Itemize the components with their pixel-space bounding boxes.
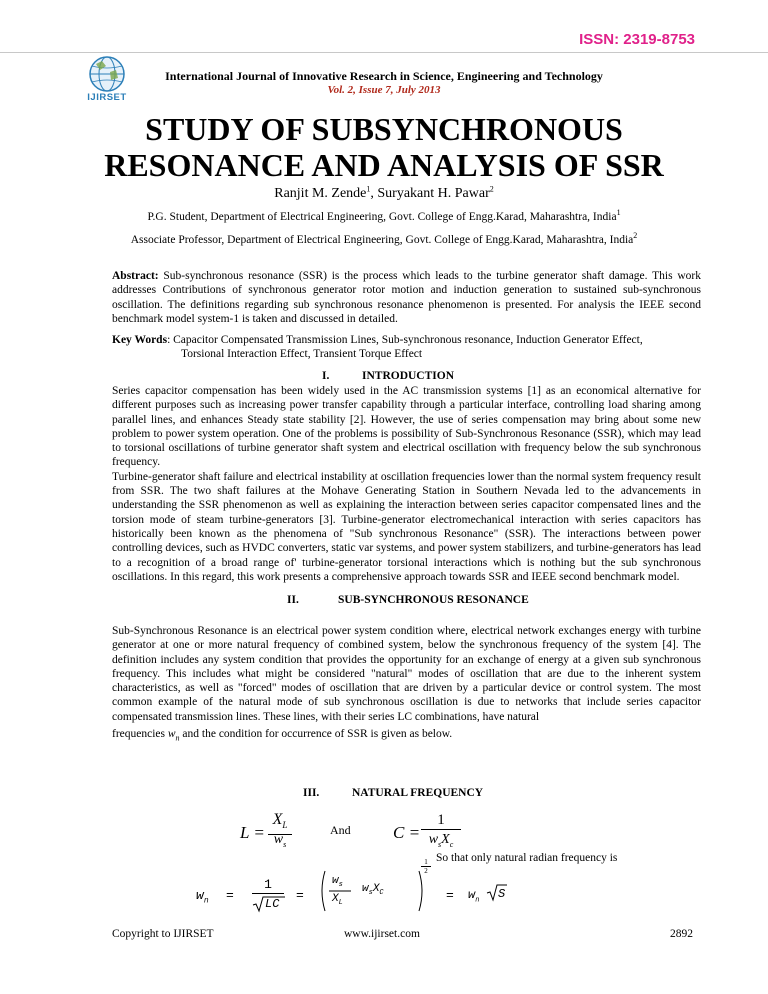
affiliation-1-text: P.G. Student, Department of Electrical Engineering, Govt. College of Engg.Karad, Maharashtra, India [147, 211, 617, 223]
eq-equals-1: = [226, 888, 234, 903]
eq-equals-2: = [296, 888, 304, 903]
eq-ws: w [332, 875, 339, 887]
section-1-paragraph-1: Series capacitor compensation has been widely used in the AC transmission systems [1] as an economical alternative for different purposes such as increasing power transfer capability through a particular interface, controlling load sharing among parallel lines, and enhances Steady state stability [2]. However, the use of series compensation may bring about some new problem to power system operation. One of the problems is possibility of Sub-Synchronous Resonance (SSR), which may lead to torsional oscillations of turbine generator shaft system and electrical oscillation with frequency below the sub synchronous frequency. [112, 385, 701, 469]
volume-issue: Vol. 2, Issue 7, July 2013 [327, 84, 441, 96]
keywords-line-2: Torsional Interaction Effect, Transient Torque Effect [181, 348, 423, 361]
affiliation-2-text: Associate Professor, Department of Electrical Engineering, Govt. College of Engg.Karad, Maharashtra, India [130, 234, 634, 246]
section-1-number: I. [322, 370, 330, 382]
eq-wn-w: w [196, 888, 204, 903]
section-2-number: II. [287, 594, 299, 606]
eq-C-lhs: C = [393, 823, 421, 842]
eq-rhs-sub: n [475, 896, 480, 905]
section-1-title: INTRODUCTION [362, 370, 455, 382]
author-1-sup: 1 [366, 184, 371, 194]
exponent-num: 1 [421, 858, 431, 867]
section-2-title: SUB-SYNCHRONOUS RESONANCE [338, 594, 529, 606]
abstract-text: Sub-synchronous resonance (SSR) is the process which leads to the turbine generator shaft damage. This work addresses Contributions of synchronous generator rotor motion and induction generation to sustained sub-synchronous oscillation. The definitions regarding sub synchronous resonance phenomenon is presented. For analysis the IEEE second benchmark model system-1 is taken and discussed in detailed. [112, 270, 701, 325]
author-separator: , [370, 186, 378, 201]
eq-wn-sub: n [203, 896, 209, 906]
author-1: Ranjit M. Zende [274, 186, 367, 201]
keywords-line-1: : Capacitor Compensated Transmission Lines, Sub-synchronous resonance, Induction Generator Effect, [167, 334, 643, 346]
section-2-condition: and the condition for occurrence of SSR is given as below. [179, 728, 453, 741]
eq-lc: LC [265, 897, 280, 911]
journal-name: International Journal of Innovative Research in Science, Engineering and Technology [165, 69, 603, 83]
title-line-2: RESONANCE AND ANALYSIS OF SSR [104, 147, 664, 183]
eq-wsxc [362, 883, 384, 897]
page-number: 2892 [670, 928, 693, 940]
eq-wn-lhs [196, 888, 209, 906]
title-line-1: STUDY OF SUBSYNCHRONOUS [145, 111, 623, 147]
eq-rhs [468, 888, 479, 904]
eq-xc: X [372, 883, 380, 895]
eq-C-den-x: X [441, 832, 450, 847]
eq-frac-num [332, 875, 343, 889]
eq-L-num-sub: L [282, 820, 288, 831]
eq-and: And [330, 823, 351, 837]
section-2-paragraph-end [112, 727, 701, 746]
affiliation-2 [0, 231, 768, 246]
eq-L-den-sub: s [283, 839, 287, 849]
section-3-title: NATURAL FREQUENCY [352, 787, 484, 799]
eq-one: 1 [252, 877, 284, 894]
eq-C-den-sub1: s [438, 839, 442, 849]
abstract [112, 269, 701, 326]
exponent-half [421, 858, 431, 875]
eq-L-den-w: w [273, 832, 284, 847]
authors [0, 186, 768, 202]
sqrt-lc [252, 895, 286, 918]
eq-xl: X [332, 893, 339, 905]
paper-title [0, 111, 768, 183]
section-2-body [112, 624, 701, 746]
wn-subscript: n [175, 733, 180, 743]
eq-wsxc-w: w [362, 883, 369, 895]
eq-L-num-x: X [272, 811, 283, 828]
logo-text: IJIRSET [87, 92, 127, 103]
eq-frac-den [332, 893, 343, 907]
author-2: Suryakant H. Pawar [377, 186, 490, 201]
eq-L-lhs: L = [240, 823, 265, 842]
so-that-text: So that only natural radian frequency is [436, 852, 618, 864]
affiliation-1-sup: 1 [616, 208, 621, 218]
section-2-frequencies: frequencies [112, 728, 168, 741]
eq-equals-3: = [446, 888, 454, 903]
eq-C-denominator [421, 832, 461, 849]
keywords [112, 333, 701, 362]
eq-wsxc-sub: s [368, 889, 373, 898]
eq-L-denominator [268, 832, 292, 849]
eq-xl-sub: L [338, 899, 343, 908]
keywords-label: Key Words [112, 334, 168, 346]
eq-C-numerator: 1 [421, 811, 461, 830]
eq-C-den-sub2: c [449, 839, 454, 849]
abstract-label: Abstract: [112, 270, 159, 282]
section-1-body [112, 384, 701, 584]
paren-expression [318, 869, 426, 918]
issn-label: ISSN: 2319-8753 [579, 31, 695, 48]
affiliation-2-sup: 2 [633, 231, 638, 241]
section-2-paragraph-1: Sub-Synchronous Resonance is an electrical power system condition where, electrical network exchanges energy with turbine generator at one or more natural frequency of combined system, below the synchronous frequency of the system [4]. The definition includes any system condition that provides the opportunity for an exchange of energy at a given sub synchronous frequency. This includes what might be considered "natural" modes of oscillation that are due to the inherent system characteristics, as well as "forced" modes of oscillation that are driven by a particular device or control system. The most common example of the natural mode of sub synchronous oscillation is due to networks that include series capacitor compensated transmission lines. These lines, with their series LC combinations, have natural [112, 625, 701, 723]
affiliation-1 [0, 208, 768, 223]
eq-xc-sub: C [379, 889, 384, 898]
section-1-paragraph-2: Turbine-generator shaft failure and electrical instability at oscillation frequencies lower than the normal system frequency result from SSR. The two shaft failures at the Mohave Generating Station in Southern Nevada led to the advancements in understanding the SSR phenomenon as well as explaining the interaction between series capacitor compensated lines and the torsion mode of steam turbine-generators [3]. Turbine-generator electromechanical interaction with series capacitors has historically been known as the phenomena of "Sub synchronous Resonance" (SSR). The interactions between power controlling devices, such as HVDC converters, static var systems, and power system stabilizers, and turbine-generators has lead to a recognition of a broad range of' turbine-generator torsional interactions which is nothing but the sub synchronous oscillations. In this regard, this work presents a comprehensive approach towards SSR and IEEE second benchmark model. [112, 470, 701, 583]
exponent-den: 2 [424, 867, 428, 875]
sqrt-s [486, 882, 508, 907]
wn-symbol: w [167, 728, 176, 741]
section-3-number: III. [303, 787, 320, 799]
author-2-sup: 2 [489, 184, 494, 194]
eq-ws-sub: s [338, 881, 343, 890]
eq-C-den-w: w [428, 832, 439, 847]
eq-rhs-w: w [468, 888, 476, 902]
footer-website[interactable]: www.ijirset.com [344, 928, 420, 940]
eq-rhs-s: S [498, 887, 506, 901]
footer-copyright: Copyright to IJIRSET [112, 928, 214, 940]
